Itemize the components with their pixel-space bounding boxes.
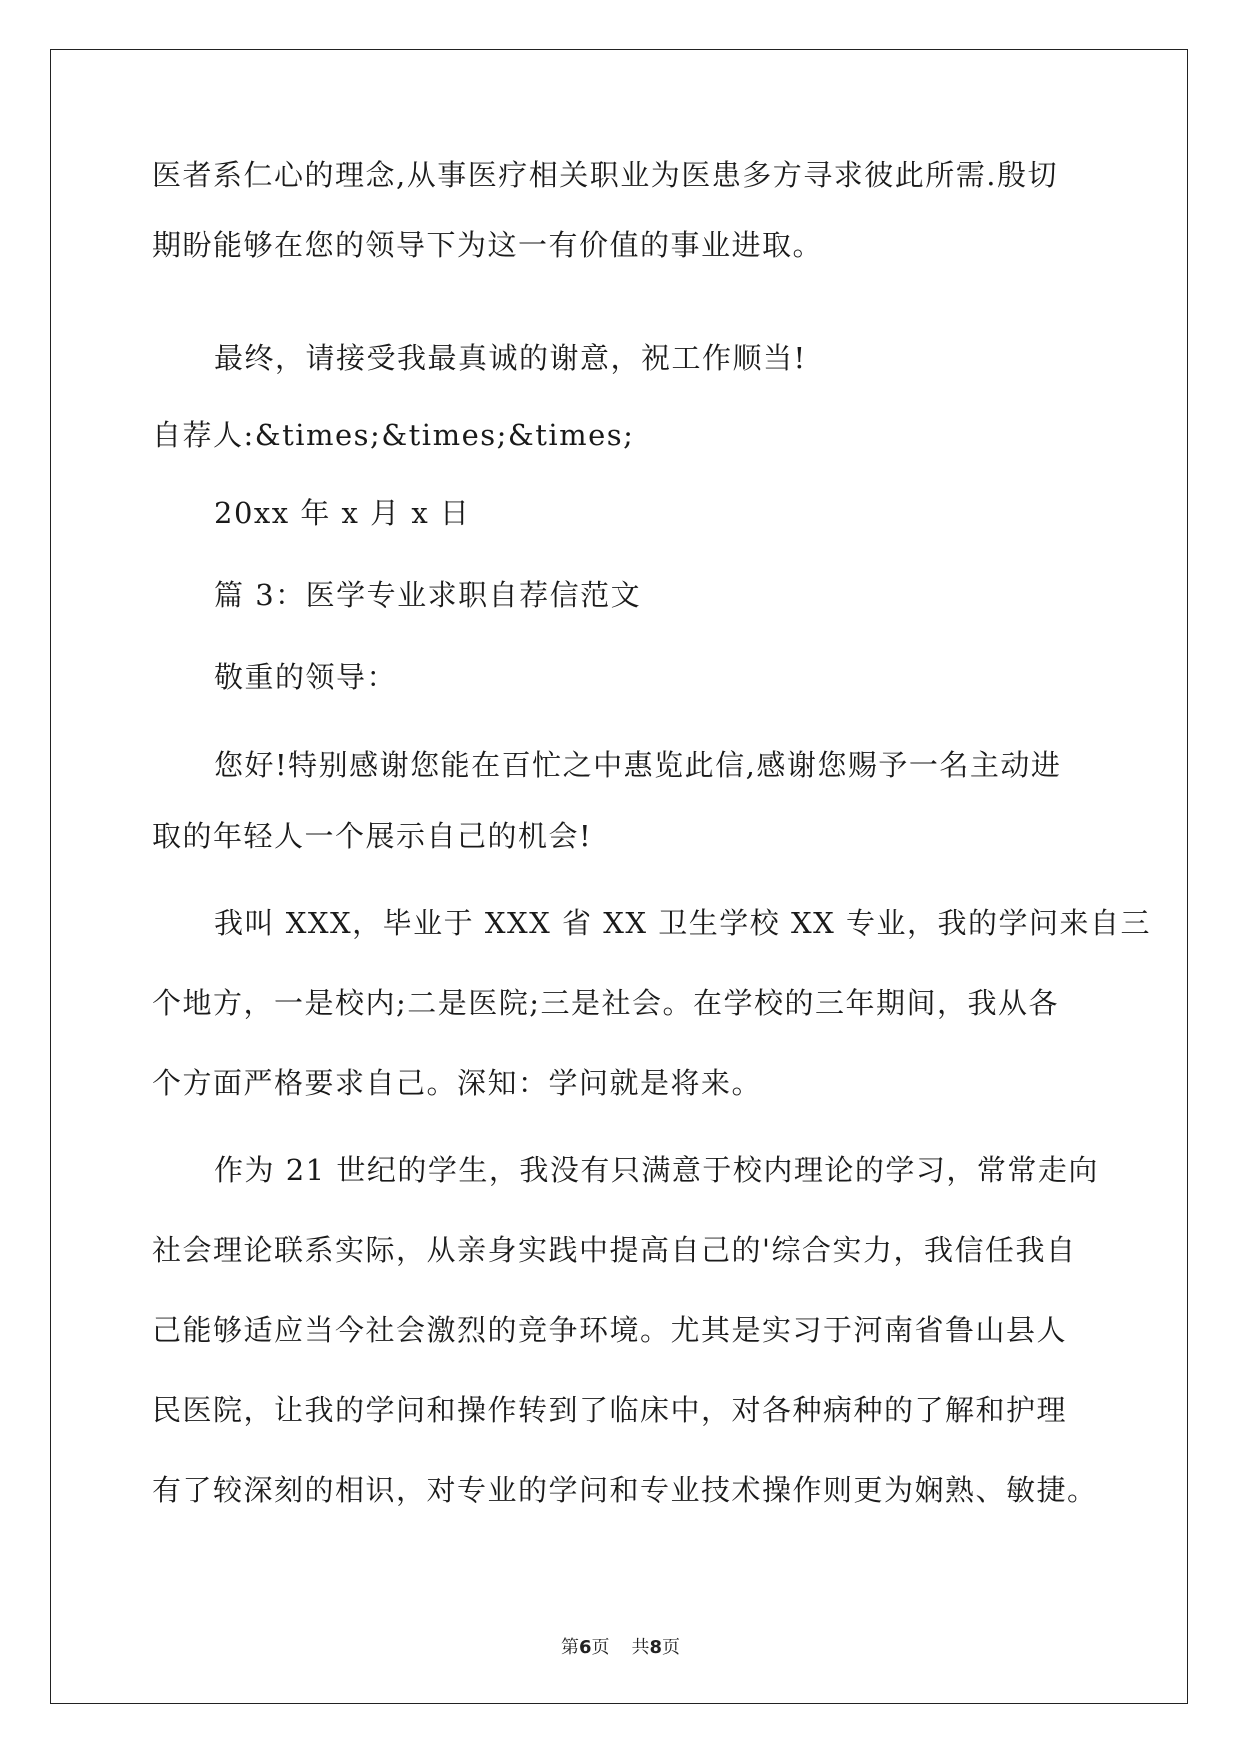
body-line-11: 个地方，一是校内;二是医院;三是社会。在学校的三年期间，我从各 — [152, 986, 1060, 1020]
total-page-number: 8 — [649, 1637, 663, 1658]
total-unit: 页 — [662, 1637, 681, 1658]
body-line-12: 个方面严格要求自己。深知：学问就是将来。 — [152, 1066, 763, 1100]
section-heading: 篇 3：医学专业求职自荐信范文 — [214, 578, 642, 612]
body-line-8: 您好!特别感谢您能在百忙之中惠览此信,感谢您赐予一名主动进 — [214, 748, 1062, 782]
signature-line: 自荐人:&times;&times;&times; — [152, 418, 635, 452]
page-footer — [0, 1636, 1241, 1660]
salutation-line: 敬重的领导： — [214, 660, 398, 694]
page-border — [50, 49, 1188, 1704]
body-line-9: 取的年轻人一个展示自己的机会! — [152, 819, 593, 853]
body-line-13: 作为 21 世纪的学生，我没有只满意于校内理论的学习，常常走向 — [214, 1153, 1099, 1187]
total-prefix: 共 — [631, 1637, 650, 1658]
closing-thanks-line: 最终，请接受我最真诚的谢意，祝工作顺当! — [214, 341, 807, 375]
body-line-15: 己能够适应当今社会激烈的竞争环境。尤其是实习于河南省鲁山县人 — [152, 1313, 1068, 1347]
body-line-1: 医者系仁心的理念,从事医疗相关职业为医患多方寻求彼此所需.殷切 — [152, 158, 1058, 192]
page-unit: 页 — [591, 1637, 610, 1658]
body-line-2: 期盼能够在您的领导下为这一有价值的事业进取。 — [152, 228, 824, 262]
body-line-17: 有了较深刻的相识，对专业的学问和专业技术操作则更为娴熟、敏捷。 — [152, 1473, 1098, 1507]
body-line-16: 民医院，让我的学问和操作转到了临床中，对各种病种的了解和护理 — [152, 1393, 1068, 1427]
body-line-14: 社会理论联系实际，从亲身实践中提高自己的'综合实力，我信任我自 — [152, 1233, 1077, 1267]
page-prefix: 第 — [560, 1637, 579, 1658]
date-line: 20xx 年 x 月 x 日 — [214, 496, 471, 530]
current-page-number: 6 — [578, 1637, 592, 1658]
body-line-10: 我叫 XXX，毕业于 XXX 省 XX 卫生学校 XX 专业，我的学问来自三 — [214, 906, 1151, 940]
